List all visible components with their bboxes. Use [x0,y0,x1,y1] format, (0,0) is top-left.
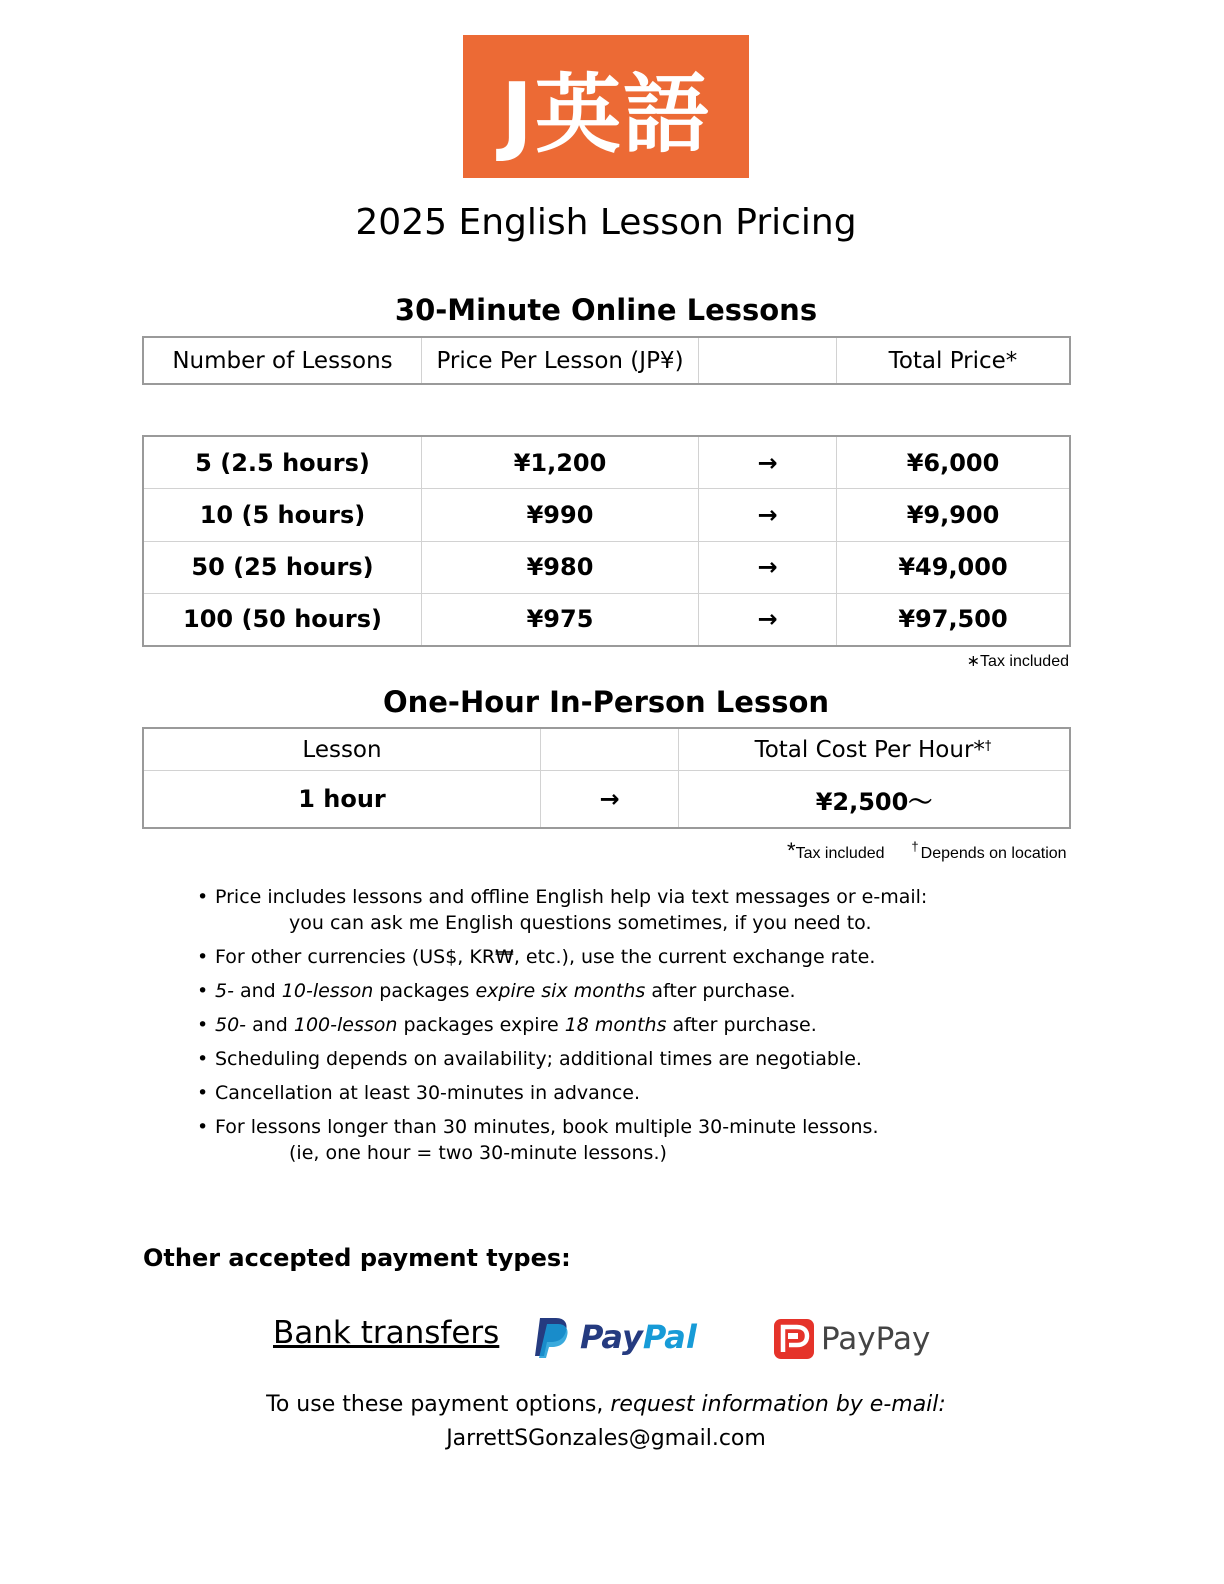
price-cell: ¥975 [422,593,699,645]
payment-footer [0,1388,1212,1456]
paypal-text-pay: Pay [580,1318,643,1356]
paypal-icon [534,1316,570,1358]
total-cell: ¥6,000 [837,437,1070,489]
arrow-icon: → [699,437,837,489]
list-item [197,1046,957,1072]
paypal-text-pal: Pal [642,1318,697,1356]
col-header-arrow [699,338,837,384]
footer-plain: To use these payment options, [266,1392,611,1417]
footer-italic: request information by e-mail: [610,1392,946,1417]
list-item-continuation: (ie, one hour = two 30-minute lessons.) [289,1142,667,1164]
terms-list [197,884,957,1174]
list-item-text: expire six months [475,980,646,1002]
table-row [144,771,1070,828]
list-item-continuation: you can ask me English questions sometimes, if you need to. [289,912,872,934]
col-header-lesson: Lesson [144,729,541,771]
paypay-text: PayPay [821,1321,931,1357]
contact-email: JarrettSGonzales@gmail.com [446,1426,766,1451]
brand-logo: J英語 [463,35,749,178]
cost-cell: ¥2,500〜 [679,771,1070,828]
list-item-text: 50- [215,1014,247,1036]
table-row [144,489,1070,541]
list-item-text: and [233,980,282,1002]
inperson-notes [787,838,1067,864]
online-lessons-heading: 30-Minute Online Lessons [394,293,818,327]
list-item-text: For lessons longer than 30 minutes, book multiple 30-minute lessons. [215,1116,879,1138]
arrow-icon: → [699,489,837,541]
list-item [197,978,957,1004]
list-item-text: For other currencies (US$, KR₩, etc.), use the current exchange rate. [215,946,876,968]
paypay-icon [773,1318,815,1360]
arrow-icon: → [699,593,837,645]
payment-types-heading: Other accepted payment types: [143,1244,571,1272]
total-cell: ¥49,000 [837,541,1070,593]
lessons-cell: 50 (25 hours) [144,541,422,593]
inperson-pricing-table [143,728,1070,828]
table-header-row [144,729,1070,771]
page-title: 2025 English Lesson Pricing [355,202,857,243]
online-header-table [143,337,1070,384]
list-item [197,944,957,970]
col-header-number-of-lessons: Number of Lessons [144,338,422,384]
arrow-icon: → [541,771,679,828]
lessons-cell: 5 (2.5 hours) [144,437,422,489]
tax-note: ∗Tax included [966,653,1069,670]
table-row [144,437,1070,489]
list-item-text: Scheduling depends on availability; additional times are negotiable. [215,1048,862,1070]
total-cell: ¥9,900 [837,489,1070,541]
dagger-mark: † [911,839,919,854]
online-pricing-table [143,436,1070,646]
paypay-logo [773,1318,930,1360]
list-item-text: Cancellation at least 30-minutes in advance. [215,1082,641,1104]
list-item [197,1080,957,1106]
col-header-price-per-lesson: Price Per Lesson (JP¥) [422,338,699,384]
col-header-total-cost [679,729,1070,771]
list-item-text: packages [373,980,476,1002]
dagger-mark: † [984,738,992,754]
total-cell: ¥97,500 [837,593,1070,645]
table-row [144,541,1070,593]
list-item-text: packages expire [397,1014,565,1036]
footer-instruction [0,1388,1212,1422]
list-item-text: 18 months [564,1014,667,1036]
price-cell: ¥990 [422,489,699,541]
lessons-cell: 10 (5 hours) [144,489,422,541]
list-item-text: Price includes lessons and offline English help via text messages or e-mail: [215,886,928,908]
list-item [197,1012,957,1038]
inperson-lesson-heading: One-Hour In-Person Lesson [382,685,830,719]
list-item-text: after purchase. [666,1014,817,1036]
list-item [197,884,957,936]
location-note: Depends on location [920,845,1067,862]
price-cell: ¥1,200 [422,437,699,489]
col-header-total-price: Total Price* [837,338,1070,384]
arrow-icon: → [699,541,837,593]
bank-transfers-label: Bank transfers [273,1315,500,1351]
list-item-text: 10-lesson [281,980,374,1002]
col-header-arrow [541,729,679,771]
total-cost-label: Total Cost Per Hour* [754,736,985,763]
asterisk-mark: * [787,838,796,863]
table-row [144,593,1070,645]
lessons-cell: 100 (50 hours) [144,593,422,645]
price-cell: ¥980 [422,541,699,593]
list-item-text: after purchase. [645,980,796,1002]
paypal-logo [534,1316,697,1358]
list-item-text: 100-lesson [293,1014,398,1036]
list-item-text: 5- [215,980,234,1002]
list-item [197,1114,957,1166]
list-item-text: and [246,1014,294,1036]
tax-note: Tax included [795,845,885,862]
lesson-cell: 1 hour [144,771,541,828]
